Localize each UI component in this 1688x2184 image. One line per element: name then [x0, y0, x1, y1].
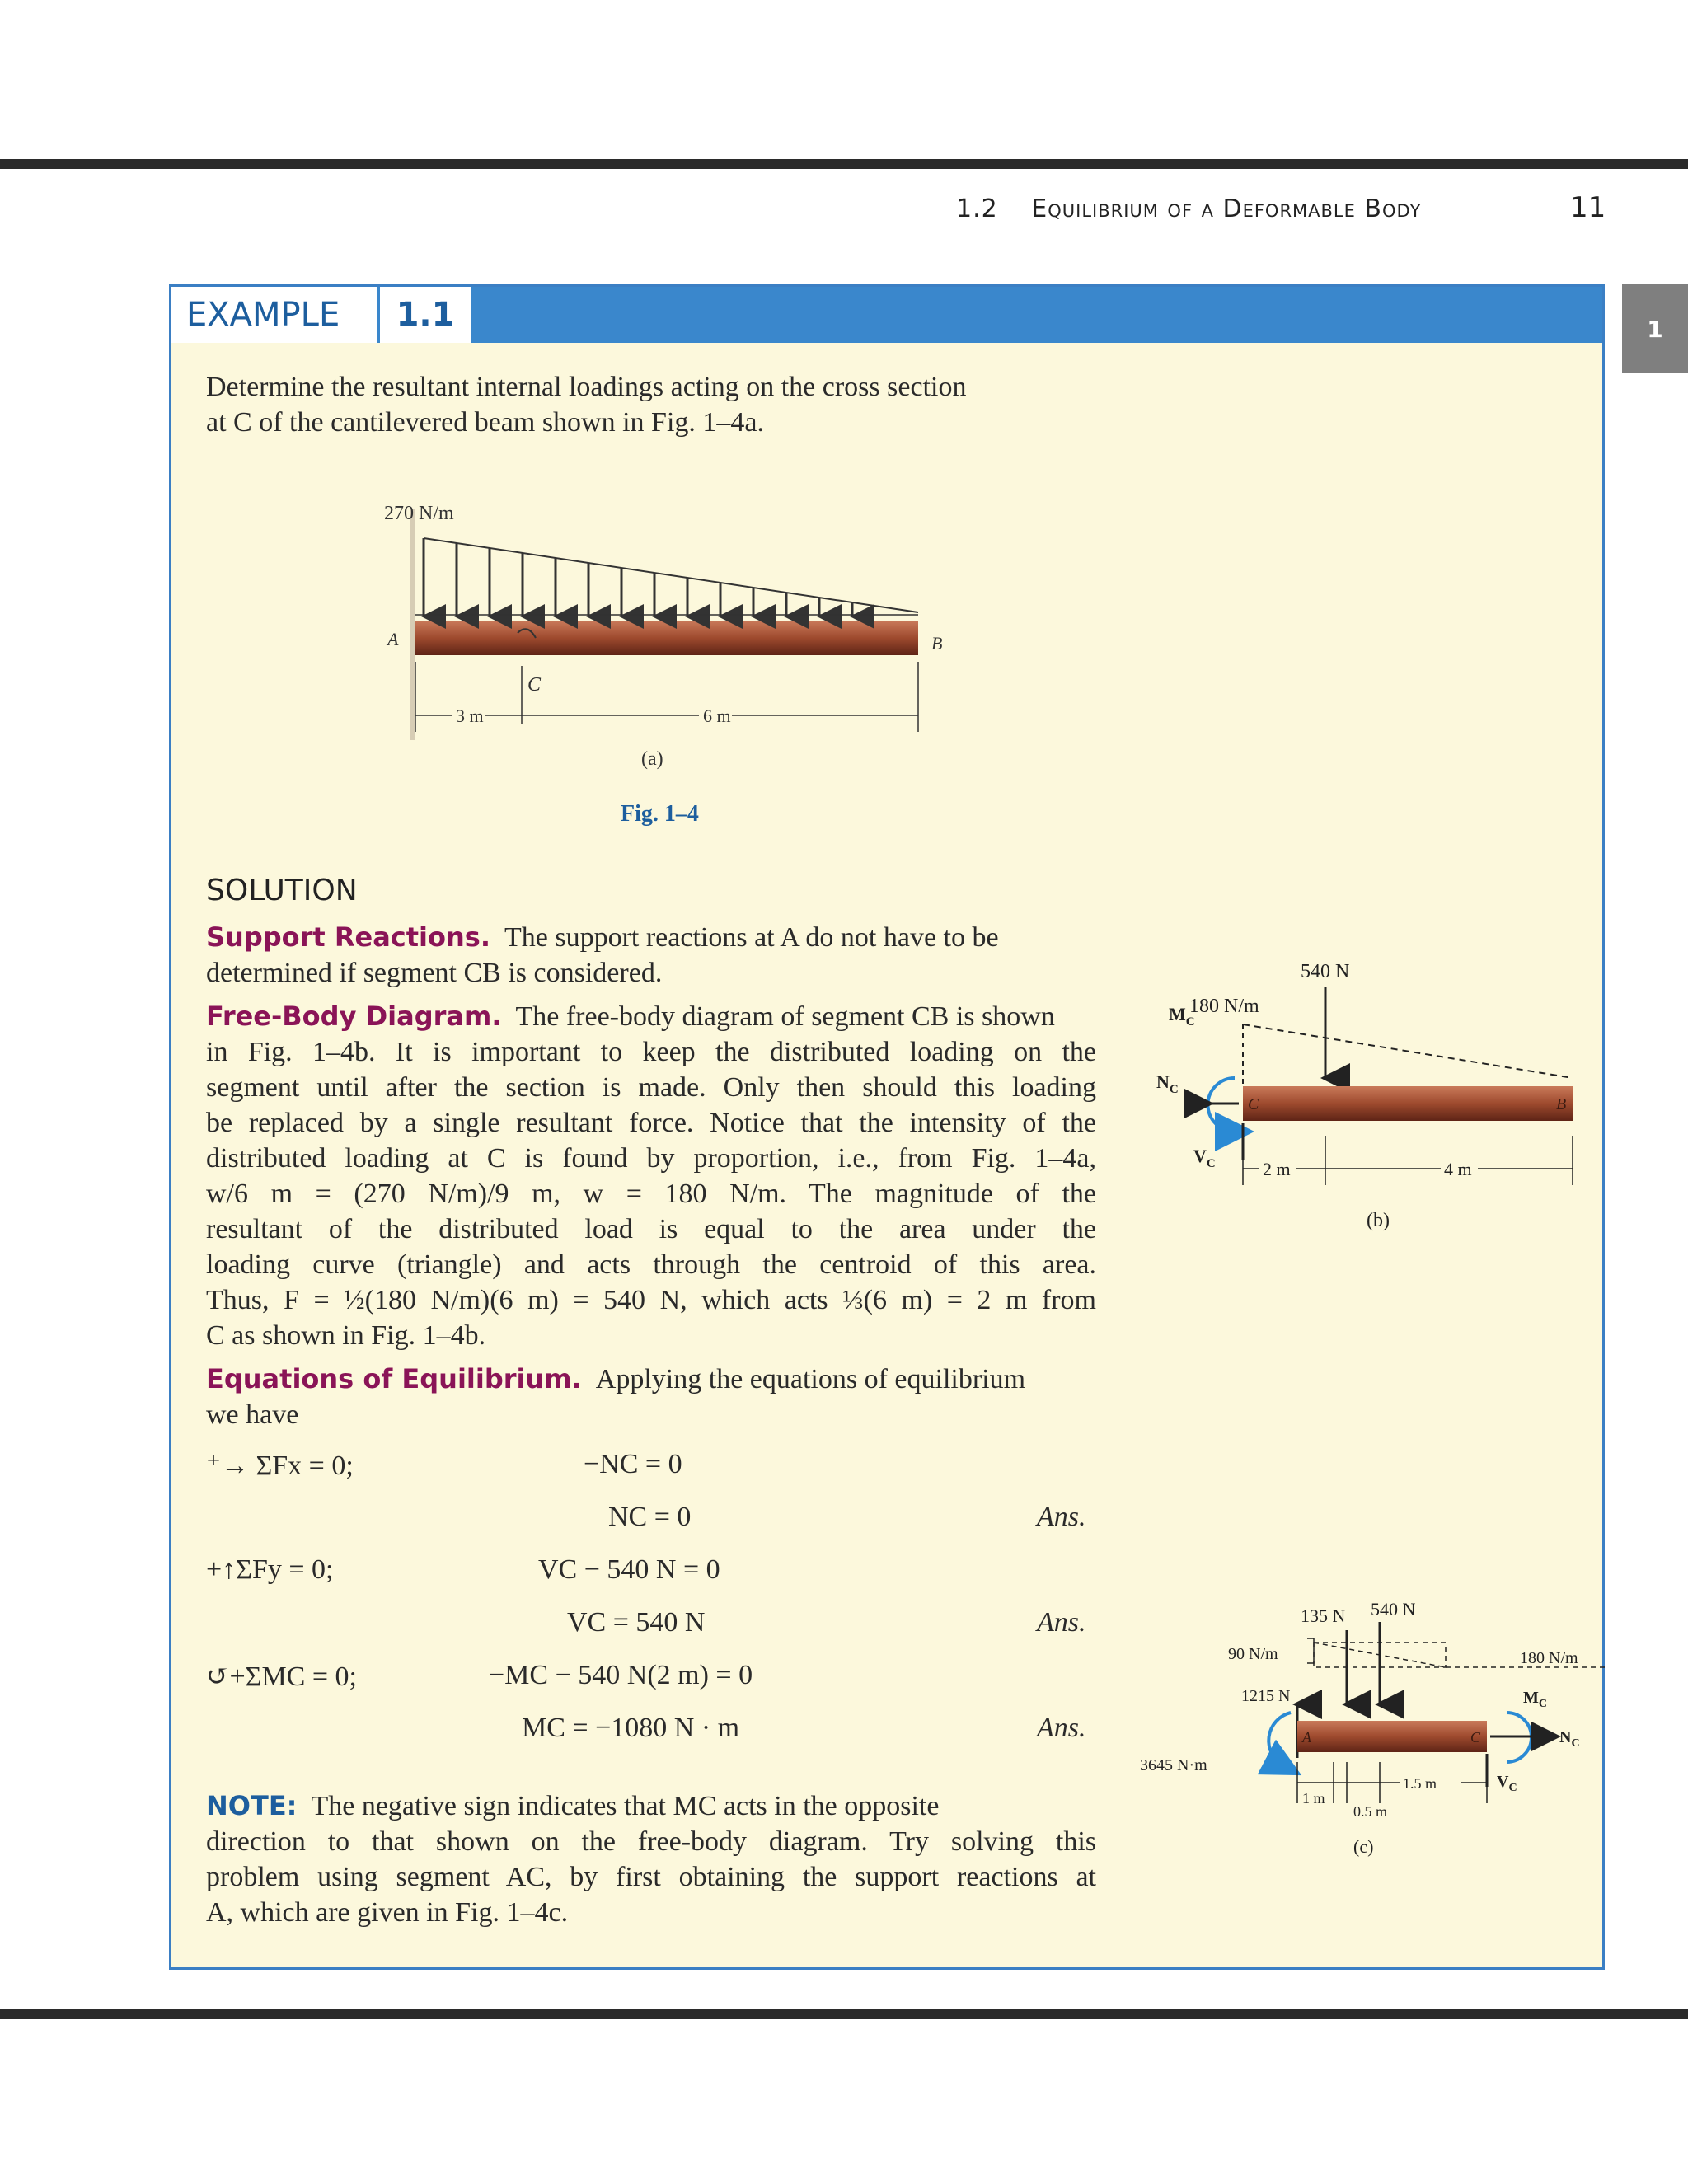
ans-1: Ans. [1037, 1502, 1086, 1532]
eq-fx-label: ⁺→ ΣFx = 0; [206, 1451, 354, 1481]
eq-fy-label: +↑ΣFy = 0; [206, 1554, 334, 1585]
label-nc-sub: C [1169, 1083, 1179, 1096]
label-mc-sub: C [1538, 1698, 1548, 1710]
beam-a [415, 621, 918, 655]
bottom-rule [0, 2009, 1688, 2019]
solution-heading: SOLUTION [206, 874, 358, 907]
eq-m-label: ↺+ΣMC = 0; [206, 1661, 357, 1692]
label-vc-main: V [1193, 1146, 1207, 1166]
label-180: 180 N/m [1520, 1649, 1578, 1667]
label-1215: 1215 N [1241, 1687, 1291, 1705]
label-nc-sub: C [1571, 1737, 1580, 1750]
label-3645: 3645 N·m [1140, 1756, 1207, 1774]
dim-4m: 4 m [1444, 1159, 1472, 1179]
dashed-load [1243, 1024, 1573, 1078]
label-nc-main: N [1559, 1728, 1572, 1746]
eq-fx: −NC = 0 [584, 1449, 682, 1479]
top-rule [0, 159, 1688, 169]
page-number: 11 [1570, 191, 1606, 224]
eq-line-1 [206, 1361, 1025, 1397]
fbd-text-1: The free-body diagram of segment CB is shown [515, 1001, 1055, 1032]
fbd-head: Free-Body Diagram. [206, 1001, 502, 1032]
chapter-tab: 1 [1622, 284, 1688, 373]
eq-m: −MC − 540 N(2 m) = 0 [489, 1660, 753, 1690]
fbd-line-10: C as shown in Fig. 1–4b. [206, 1320, 486, 1351]
label-vc-sub: C [1508, 1782, 1517, 1794]
label-vc [1193, 1146, 1216, 1170]
note-text-1: The negative sign indicates that MC acts in the opposite [311, 1791, 940, 1821]
caption-a: (a) [641, 748, 663, 770]
fbd-line-8: loading curve (triangle) and acts through the centroid of this area. [206, 1249, 1096, 1280]
dim-2m: 2 m [1263, 1159, 1291, 1179]
label-540: 540 N [1371, 1599, 1416, 1619]
example-box [169, 284, 1605, 1970]
ans-3: Ans. [1037, 1713, 1086, 1743]
example-label: EXAMPLE [171, 287, 377, 343]
load-line [424, 538, 918, 612]
label-a: A [1302, 1729, 1311, 1746]
eq-line-2: we have [206, 1399, 299, 1430]
label-540: 540 N [1301, 961, 1350, 982]
beam-c [1297, 1721, 1487, 1752]
eq-text-1: Applying the equations of equilibrium [595, 1364, 1026, 1394]
note-line-4: A, which are given in Fig. 1–4c. [206, 1897, 569, 1928]
support-text-1: The support reactions at A do not have to be [504, 922, 999, 953]
label-b: B [931, 633, 943, 654]
fbd-line-1 [206, 999, 1055, 1034]
eq-fy-result: VC = 540 N [567, 1607, 706, 1638]
fbd-line-9: Thus, F = ½(180 N/m)(6 m) = 540 N, which acts ⅓(6 m) = 2 m from [206, 1285, 1096, 1315]
fbd-line-3: segment until after the section is made. Only then should this loading [206, 1072, 1096, 1103]
label-mc-main: M [1523, 1689, 1539, 1707]
ans-2: Ans. [1037, 1607, 1086, 1638]
label-nc [1559, 1728, 1580, 1750]
dim-3m: 3 m [456, 705, 484, 726]
label-135: 135 N [1301, 1605, 1346, 1626]
brace [1307, 1638, 1314, 1663]
label-180: 180 N/m [1189, 996, 1259, 1017]
wall [410, 509, 415, 740]
eq-fy: VC − 540 N = 0 [538, 1554, 720, 1585]
label-load: 270 N/m [384, 503, 454, 524]
label-vc-main: V [1497, 1773, 1509, 1791]
fbd-line-5: distributed loading at C is found by proportion, i.e., from Fig. 1–4a, [206, 1143, 1096, 1174]
fig-caption: Fig. 1–4 [621, 801, 699, 827]
figure-c [1128, 1597, 1606, 1869]
note-line-3: problem using segment AC, by first obtaining the support reactions at [206, 1862, 1096, 1892]
running-header [956, 194, 1421, 223]
label-nc [1156, 1071, 1179, 1096]
note-line-2: direction to that shown on the free-body diagram. Try solving this [206, 1826, 1096, 1857]
example-number: 1.1 [380, 287, 471, 343]
label-vc-sub: C [1206, 1157, 1216, 1170]
section-number: 1.2 [956, 194, 998, 223]
eq-head: Equations of Equilibrium. [206, 1363, 582, 1394]
caption-c: (c) [1353, 1836, 1374, 1857]
dim-15m: 1.5 m [1403, 1775, 1437, 1792]
label-mc [1523, 1689, 1547, 1710]
support-line-2: determined if segment CB is considered. [206, 958, 663, 988]
dim-1m: 1 m [1302, 1790, 1325, 1807]
problem-line-1: Determine the resultant internal loadings acting on the cross section [206, 372, 967, 402]
moment-a-arrow [1268, 1713, 1291, 1766]
fbd-line-2: in Fig. 1–4b. It is important to keep the distributed loading on the [206, 1037, 1096, 1067]
beam-b [1243, 1086, 1573, 1121]
label-c: C [528, 674, 542, 696]
label-mc-main: M [1169, 1004, 1186, 1024]
dim-6m: 6 m [703, 705, 731, 726]
fbd-line-4: be replaced by a single resultant force. Notice that the intensity of the [206, 1108, 1096, 1138]
label-90: 90 N/m [1228, 1645, 1278, 1663]
figure-b [1111, 946, 1597, 1243]
label-b: B [1556, 1095, 1567, 1113]
label-c: C [1248, 1095, 1259, 1113]
problem-line-2: at C of the cantilevered beam shown in Fig. 1–4a. [206, 407, 764, 438]
support-line-1 [206, 920, 999, 955]
label-mc-sub: C [1185, 1015, 1195, 1029]
label-nc-main: N [1156, 1071, 1170, 1092]
figure-a [369, 493, 1111, 839]
label-vc [1497, 1773, 1517, 1794]
label-c: C [1470, 1729, 1481, 1746]
support-head: Support Reactions. [206, 921, 490, 953]
fbd-line-6: w/6 m = (270 N/m)/9 m, w = 180 N/m. The magnitude of the [206, 1179, 1096, 1209]
fbd-line-7: resultant of the distributed load is equal to the area under the [206, 1214, 1096, 1244]
caption-b: (b) [1367, 1210, 1390, 1231]
note-line-1 [206, 1788, 939, 1824]
eq-fx-result: NC = 0 [608, 1502, 692, 1532]
note-head: NOTE: [206, 1790, 298, 1821]
eq-m-result: MC = −1080 N · m [522, 1713, 740, 1743]
section-title: Equilibrium of a Deformable Body [1031, 194, 1422, 223]
dim-05m: 0.5 m [1353, 1803, 1388, 1820]
label-a: A [387, 629, 399, 649]
